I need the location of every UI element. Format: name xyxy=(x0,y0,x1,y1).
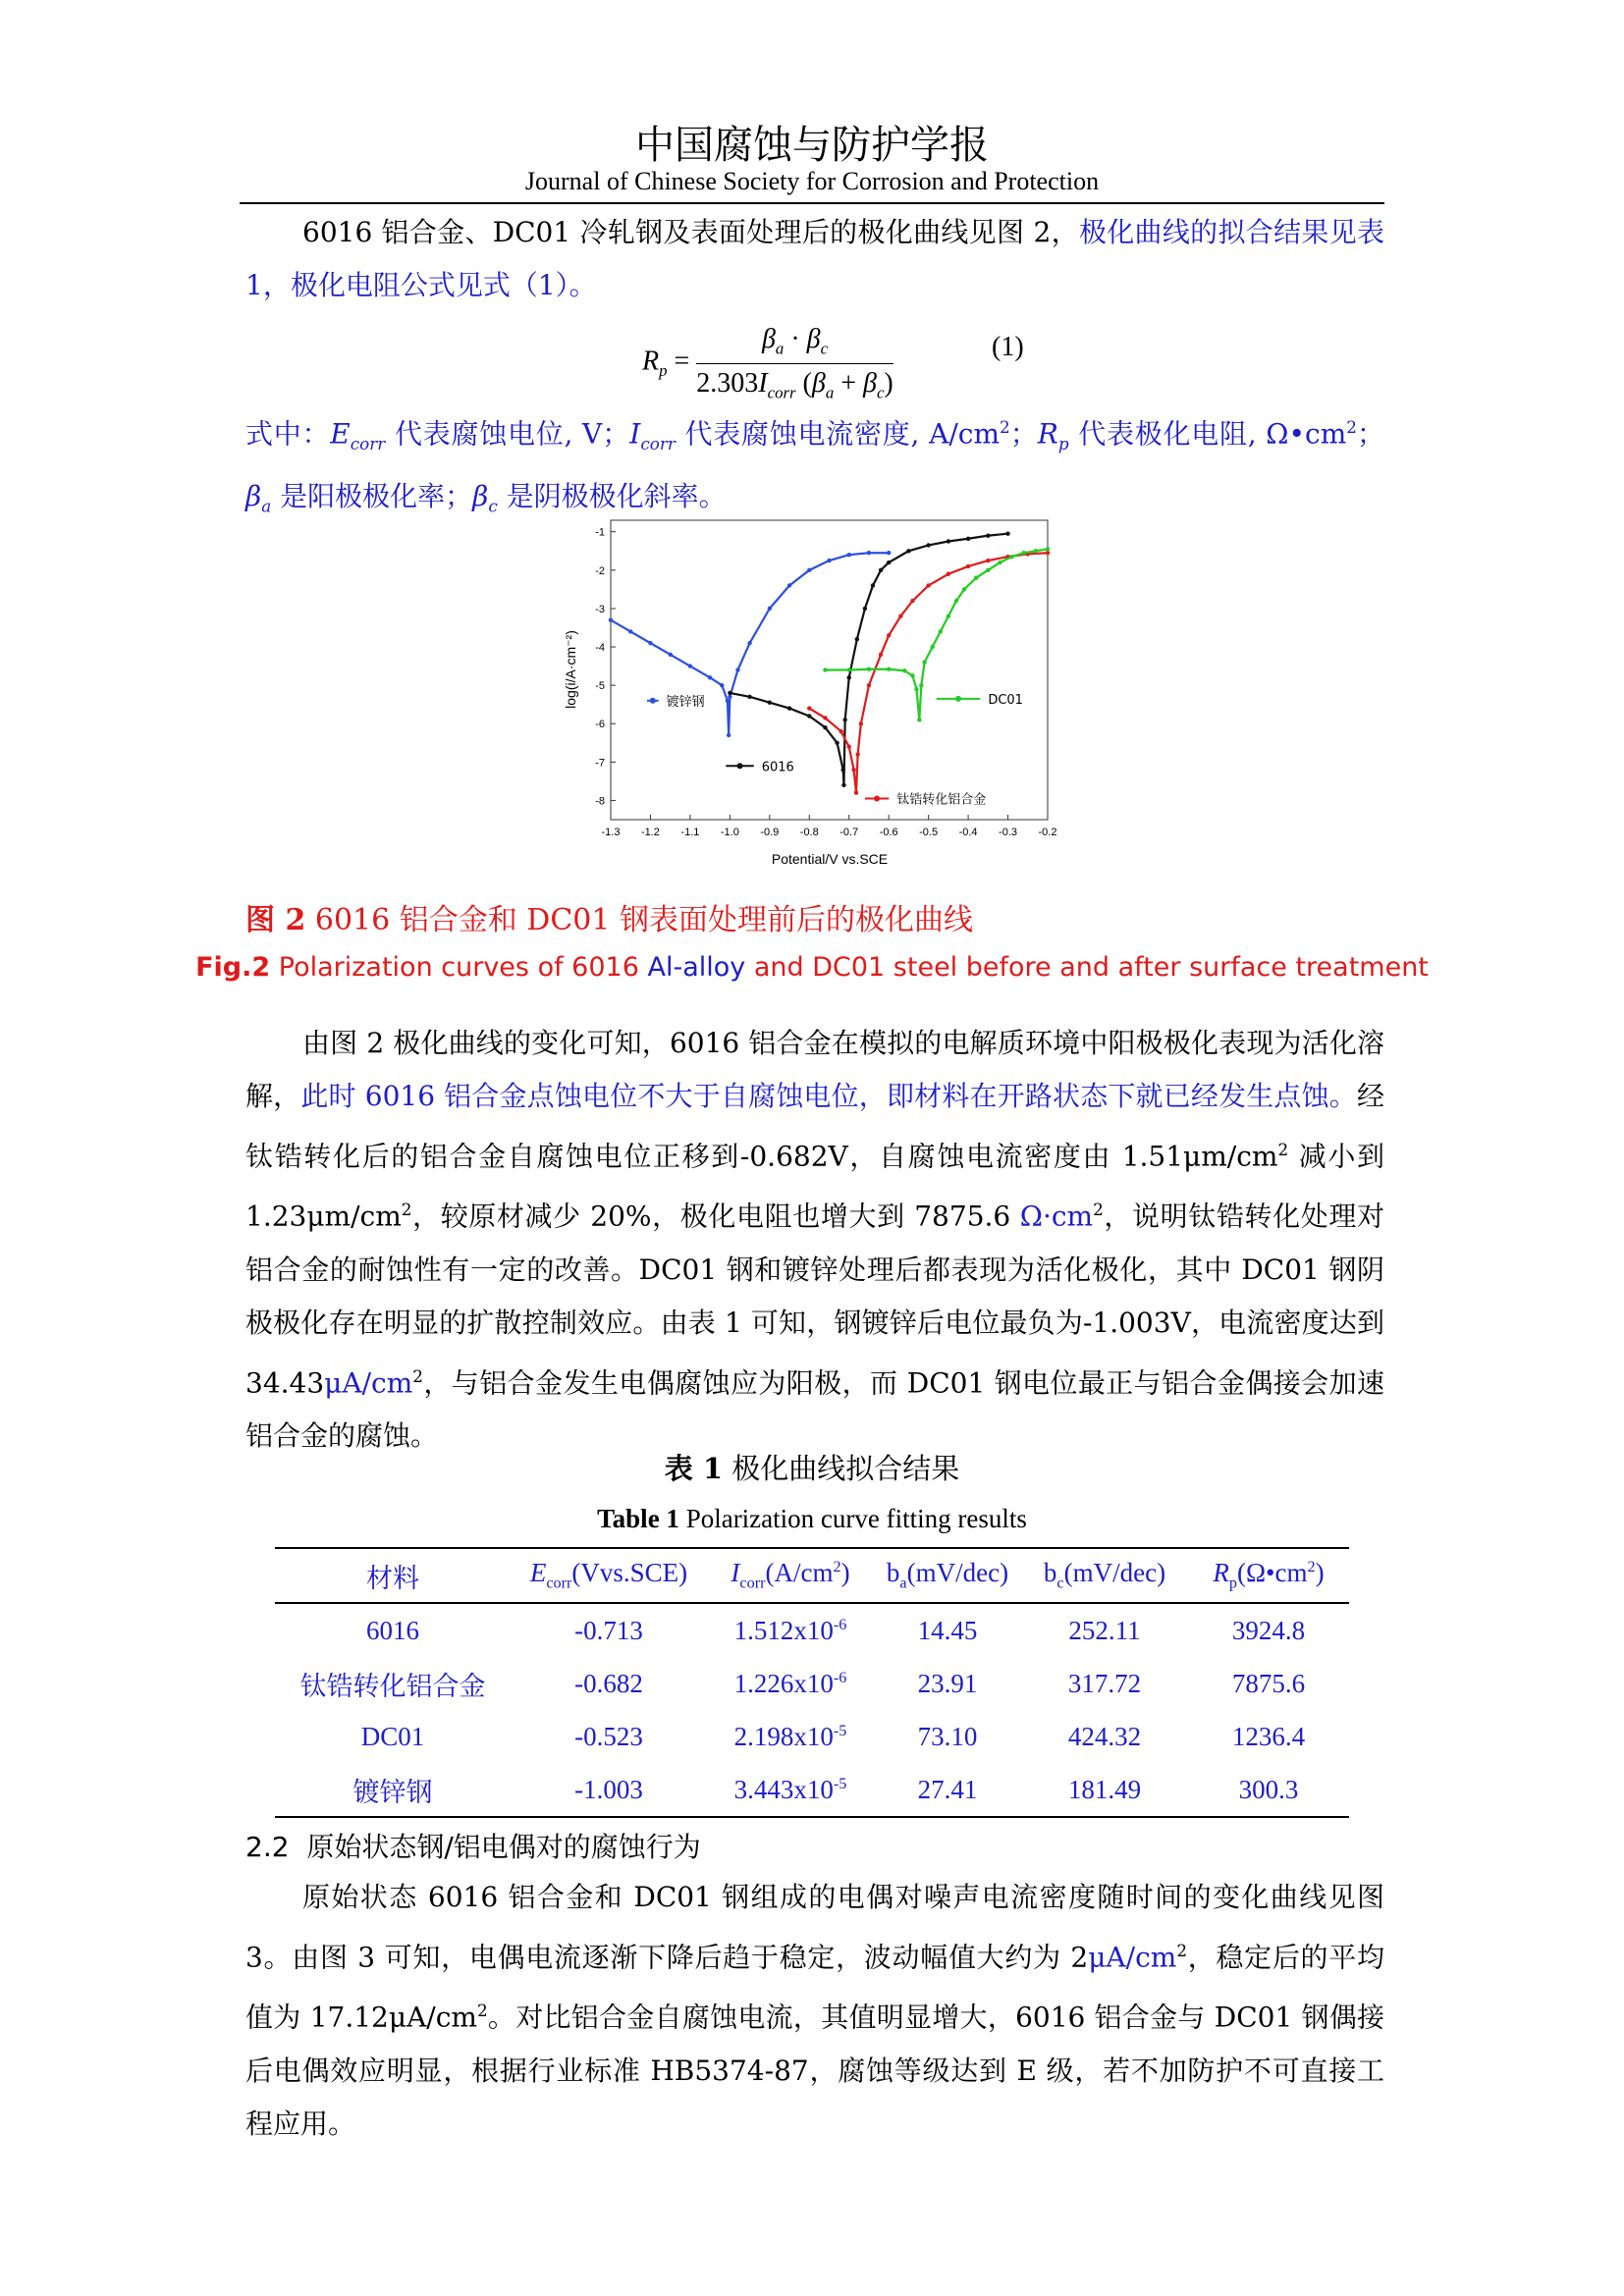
y-tick-label: -1 xyxy=(595,526,605,539)
def-rp: 代表极化电阻, Ω•cm xyxy=(1078,417,1347,451)
def-ecorr: 代表腐蚀电位, V； xyxy=(394,417,630,451)
data-point xyxy=(823,667,827,671)
data-point xyxy=(668,653,672,657)
data-point xyxy=(768,607,772,611)
equation-number: (1) xyxy=(992,332,1024,362)
data-point xyxy=(688,664,692,667)
x-tick-label: -1.2 xyxy=(640,827,660,838)
legend-marker xyxy=(650,698,656,704)
data-point xyxy=(835,741,839,745)
cell-ba: 14.45 xyxy=(917,1615,978,1645)
def-bc: 是阴极极化斜率。 xyxy=(506,479,727,512)
polarization-chart xyxy=(550,510,1080,874)
x-tick-label: -0.9 xyxy=(760,827,780,838)
data-point xyxy=(986,568,990,572)
data-point xyxy=(735,667,739,671)
definitions-paragraph: 式中：$E_{corr}$ 代表腐蚀电位, V；$I_{corr}$ 代表腐蚀电流密度, $A/cm^2$；$R_p$ 代表极化电阻, $\Omega•cm^2$；$\beta_a$ 是阳极极化率；$\beta_c$ 是阴极极化斜率。 xyxy=(245,417,1384,516)
data-point xyxy=(986,533,990,537)
data-point xyxy=(728,691,731,695)
col-ecorr: $E_{corr}(Vvs.SCE)$ xyxy=(529,1558,688,1592)
data-point xyxy=(854,790,858,794)
cell-ba: 27.41 xyxy=(917,1774,978,1804)
y-tick-label: -5 xyxy=(595,680,605,693)
legend-marker xyxy=(874,795,880,801)
para2-s6: ，说明钛锆转化处理对铝合金的耐蚀性有一定的改善。DC01 钢和镀锌处理后都表现为活化极化，其中 DC01 钢阴极极化存在明显的扩散控制效应。由表 1 可知，钢镀锌后电位最负为-1.003V，电流密度达到 34.43 xyxy=(245,1200,1384,1399)
data-point xyxy=(879,653,883,657)
section-heading xyxy=(245,1826,701,1865)
results-table-body xyxy=(275,1604,1349,1816)
cell-rp: 300.3 xyxy=(1238,1774,1299,1804)
para2-s6-unit: μA/cm xyxy=(324,1365,413,1399)
equation-lhs: R xyxy=(642,346,660,377)
cell-bc: 252.11 xyxy=(1068,1615,1141,1645)
x-tick-label: -1.0 xyxy=(720,827,739,838)
data-point xyxy=(823,725,827,729)
table-header-row xyxy=(275,1549,1349,1602)
col-bc: $b_c(mV/dec)$ xyxy=(1043,1558,1166,1592)
chart-ylabel: log(i/A·cm⁻²) xyxy=(563,630,578,709)
x-tick-label: -0.4 xyxy=(958,827,978,838)
equation-fraction: $\frac{\beta_a \cdot \beta_c}{2.303I_{corr} (\beta_a + \beta_c)}$ xyxy=(696,324,893,402)
data-point xyxy=(807,714,811,718)
eq-coef: 2.303 xyxy=(696,367,759,399)
data-point xyxy=(1046,547,1050,551)
data-point xyxy=(839,729,842,733)
table-text-cn: 极化曲线拟合结果 xyxy=(731,1452,960,1485)
legend-label: DC01 xyxy=(988,692,1023,708)
data-point xyxy=(947,539,950,543)
data-point xyxy=(887,551,891,555)
data-point xyxy=(728,695,731,699)
table-label-en: Table 1 xyxy=(597,1504,679,1533)
y-tick-label: -6 xyxy=(595,719,605,731)
x-tick-label: -0.8 xyxy=(799,827,819,838)
col-material: 材料 xyxy=(366,1563,419,1593)
data-point xyxy=(922,660,926,664)
table-row xyxy=(275,1710,1349,1763)
figure-label-cn: 图 2 xyxy=(245,903,306,937)
table-row xyxy=(275,1657,1349,1710)
cell-bc: 181.49 xyxy=(1067,1774,1142,1804)
table-row xyxy=(275,1604,1349,1657)
data-point xyxy=(914,687,918,691)
y-tick-label: -2 xyxy=(595,564,605,577)
cell-icorr: $3.443x10^{-5}$ xyxy=(733,1774,847,1804)
cell-ecorr: -1.003 xyxy=(574,1774,643,1804)
galvanic-paragraph: 原始状态 6016 铝合金和 DC01 钢组成的电偶对噪声电流密度随时间的变化曲线见图 3。由图 3 可知，电偶电流逐渐下降后趋于稳定，波动幅值大约为 $2\mu A/cm^2$，稳定后的平均值为 $17.12\mu A/cm^2$。对比铝合金自腐蚀电流，其值明显增大，6016 铝合金与 DC01 钢偶接后电偶效应明显，根据行业标准 HB5374-87，腐蚀等级达到 E 级，若不加防护不可直接工程应用。 xyxy=(245,1881,1384,2140)
data-point xyxy=(648,641,652,645)
data-point xyxy=(628,629,632,633)
intro-paragraph xyxy=(245,206,1384,312)
figure-caption-cn xyxy=(245,895,973,938)
data-point xyxy=(1046,551,1050,555)
section-number: 2.2 xyxy=(245,1831,290,1863)
cell-ecorr: -0.713 xyxy=(574,1615,643,1645)
header-rule xyxy=(240,202,1384,204)
cell-ba: 73.10 xyxy=(917,1721,978,1751)
cell-rp: 1236.4 xyxy=(1231,1721,1306,1751)
data-point xyxy=(998,561,1001,564)
data-point xyxy=(726,699,730,703)
cell-ba: 23.91 xyxy=(917,1668,978,1698)
cell-bc: 424.32 xyxy=(1067,1721,1142,1751)
data-point xyxy=(855,752,859,756)
data-point xyxy=(974,575,978,579)
data-point xyxy=(879,568,883,572)
data-point xyxy=(966,537,970,541)
cell-material: DC01 xyxy=(360,1721,425,1751)
y-tick-label: -4 xyxy=(595,642,605,655)
table-label-cn: 表 1 xyxy=(664,1452,724,1485)
legend-label: 钛锆转化铝合金 xyxy=(896,792,987,808)
para2-s4: 减小到 1.23μm/cm xyxy=(245,1140,1384,1233)
data-point xyxy=(962,587,966,591)
data-point xyxy=(887,633,891,637)
figure-text-en-1: Polarization curves of 6016 xyxy=(278,952,639,983)
cell-ecorr: -0.682 xyxy=(574,1668,643,1698)
legend-marker xyxy=(737,763,743,769)
data-point xyxy=(847,553,851,557)
data-point xyxy=(823,716,827,720)
cell-icorr: $2.198x10^{-5}$ xyxy=(733,1721,847,1751)
def-icorr: 代表腐蚀电流密度, A/cm xyxy=(684,417,1001,451)
x-tick-label: -0.5 xyxy=(919,827,939,838)
cell-icorr: $1.512x10^{-6}$ xyxy=(733,1615,847,1645)
fitting-results-table xyxy=(275,1547,1349,1818)
data-point xyxy=(947,572,950,576)
figure-label-en: Fig.2 xyxy=(195,952,271,983)
data-point xyxy=(954,599,958,603)
cell-ecorr: -0.523 xyxy=(574,1721,643,1751)
data-point xyxy=(867,667,871,671)
data-point xyxy=(930,645,934,649)
data-point xyxy=(867,551,871,555)
intro-text: 6016 铝合金、DC01 冷轧钢及表面处理后的极化曲线见图 2， xyxy=(302,216,1079,248)
table-text-en: Polarization curve fitting results xyxy=(685,1504,1027,1533)
data-point xyxy=(747,641,751,645)
data-point xyxy=(851,768,855,772)
data-point xyxy=(887,561,891,564)
data-point xyxy=(859,721,863,725)
para3-s1-unit: μA/cm xyxy=(1088,1941,1177,1974)
intro-text-highlight: 极化曲线的拟合结果见表 1，极化电阻公式见式（1）。 xyxy=(245,216,1384,301)
table-row xyxy=(275,1763,1349,1816)
discussion-paragraph: 由图 2 极化曲线的变化可知，6016 铝合金在模拟的电解质环境中阳极极化表现为活化溶解，此时 6016 铝合金点蚀电位不大于自腐蚀电位，即材料在开路状态下就已经发生点蚀。经钛锆转化后的铝合金自腐蚀电位正移到-0.682V，自腐蚀电流密度由 $1.51\mu m/cm^2$ 减小到 $1.23\mu m/cm^2$，较原材减少 20%，极化电阻也增大到 7875.6 $\Omega\cdot cm^2$，说明钛锆转化处理对铝合金的耐蚀性有一定的改善。DC01 钢和镀锌处理后都表现为活化极化，其中 DC01 钢阴极极化存在明显的扩散控制效应。由表 1 可知，钢镀锌后电位最负为-1.003V，电流密度达到 $34.43\mu A/cm^2$，与铝合金发生电偶腐蚀应为阳极，而 DC01 钢电位最正与铝合金偶接会加速铝合金的腐蚀。 xyxy=(245,1027,1384,1452)
figure-text-cn: 6016 铝合金和 DC01 钢表面处理前后的极化曲线 xyxy=(314,903,974,937)
data-point xyxy=(910,673,914,677)
data-point xyxy=(898,614,902,618)
cell-rp: 7875.6 xyxy=(1231,1668,1306,1698)
data-point xyxy=(847,745,851,749)
para2-s5: ，较原材减少 20%，极化电阻也增大到 7875.6 xyxy=(411,1200,1020,1233)
para2-s3: 经钛锆转化后的铝合金自腐蚀电位正移到-0.682V，自腐蚀电流密度由 1.51μm/cm xyxy=(245,1080,1384,1173)
def-ba: 是阳极极化率； xyxy=(280,479,473,512)
data-point xyxy=(720,683,724,687)
col-icorr: $I_{corr}(A/cm^2)$ xyxy=(731,1558,850,1592)
y-tick-label: -7 xyxy=(595,757,605,770)
data-point xyxy=(919,683,923,687)
data-point xyxy=(867,683,871,687)
data-point xyxy=(747,695,751,699)
table-title-en xyxy=(0,1504,1624,1534)
data-point xyxy=(827,559,831,562)
x-tick-label: -0.6 xyxy=(879,827,898,838)
data-point xyxy=(986,559,990,562)
cell-bc: 317.72 xyxy=(1067,1668,1142,1698)
data-point xyxy=(855,637,859,641)
x-tick-label: -0.2 xyxy=(1038,827,1057,838)
eq-beta-a: β xyxy=(761,324,776,354)
data-point xyxy=(906,549,910,553)
data-point xyxy=(847,675,851,679)
data-point xyxy=(1022,551,1026,555)
para2-s5-unit: Ω·cm xyxy=(1019,1200,1094,1233)
data-point xyxy=(947,614,950,618)
data-point xyxy=(939,629,943,633)
results-table xyxy=(275,1549,1349,1602)
data-point xyxy=(840,768,844,772)
table-title-cn xyxy=(0,1447,1624,1487)
data-point xyxy=(1005,531,1009,535)
data-point xyxy=(910,599,914,603)
legend-marker xyxy=(955,696,961,702)
chart-xlabel: Potential/V vs.SCE xyxy=(771,851,889,867)
figure-text-en-2: Al-alloy xyxy=(647,952,746,983)
x-tick-label: -0.3 xyxy=(999,827,1018,838)
data-point xyxy=(727,733,731,737)
journal-title-cn: 中国腐蚀与防护学报 xyxy=(635,123,989,168)
cell-icorr: $1.226x10^{-6}$ xyxy=(733,1668,847,1698)
cell-rp: 3924.8 xyxy=(1231,1615,1306,1645)
data-point xyxy=(917,718,921,721)
data-point xyxy=(926,543,930,547)
x-tick-label: -0.7 xyxy=(839,827,859,838)
equation-lhs-sub: p xyxy=(659,361,668,381)
journal-title-en: Journal of Chinese Society for Corrosion and Protection xyxy=(524,167,1100,195)
data-point xyxy=(787,706,791,710)
cell-material: 镀锌钢 xyxy=(352,1777,433,1807)
figure-text-en-3: and DC01 steel before and after surface treatment xyxy=(753,952,1429,983)
data-point xyxy=(926,583,930,587)
definitions-prefix: 式中： xyxy=(245,417,331,451)
data-point xyxy=(887,667,891,671)
data-point xyxy=(807,568,811,572)
para3-s3: 。对比铝合金自腐蚀电流，其值明显增大，6016 铝合金与 DC01 钢偶接后电偶效应明显，根据行业标准 HB5374-87，腐蚀等级达到 E 级，若不加防护不可直接工程应用。 xyxy=(245,2001,1384,2140)
data-point xyxy=(1009,555,1013,559)
data-point xyxy=(787,583,791,587)
data-point xyxy=(609,617,613,621)
para2-s1: 由图 2 极化曲线的变化可知，6016 铝合金在模拟的电解质环境中阳极极化表现为活化溶解， xyxy=(245,1027,1384,1112)
data-point xyxy=(902,668,906,672)
cell-material: 6016 xyxy=(366,1615,419,1645)
data-point xyxy=(768,701,772,705)
cell-material: 钛锆转化铝合金 xyxy=(299,1671,486,1701)
para3-s1: 原始状态 6016 铝合金和 DC01 钢组成的电偶对噪声电流密度随时间的变化曲线见图 3。由图 3 可知，电偶电流逐渐下降后趋于稳定，波动幅值大约为 2 xyxy=(245,1881,1384,1974)
y-tick-label: -3 xyxy=(595,603,605,615)
x-tick-label: -1.3 xyxy=(601,827,621,838)
data-point xyxy=(863,607,867,611)
figure-caption-en xyxy=(0,952,1624,983)
data-point xyxy=(847,667,851,671)
equation-1: $R_p$ = $\frac{\beta_a \cdot \beta_c}{2.303I_{corr} (\beta_a + \beta_c)}$ xyxy=(642,324,893,402)
y-tick-label: -8 xyxy=(595,795,605,808)
data-point xyxy=(1034,549,1038,553)
data-point xyxy=(807,706,811,710)
data-point xyxy=(966,564,970,568)
data-point xyxy=(708,675,712,679)
para2-s2: 此时 6016 铝合金点蚀电位不大于自腐蚀电位，即材料在开路状态下就已经发生点蚀。 xyxy=(300,1080,1357,1112)
data-point xyxy=(842,718,846,721)
para2-s7: ，与铝合金发生电偶腐蚀应为阳极，而 DC01 钢电位最正与铝合金偶接会加速铝合金的腐蚀。 xyxy=(245,1365,1384,1452)
legend-label: 6016 xyxy=(761,760,794,775)
col-rp: $R_p(\Omega•cm^2)$ xyxy=(1213,1558,1325,1592)
data-point xyxy=(871,583,875,587)
data-point xyxy=(841,783,845,787)
para3-s2: ，稳定后的平均值为 17.12μA/cm xyxy=(245,1941,1384,2034)
x-tick-label: -1.1 xyxy=(680,827,700,838)
col-ba: $b_a(mV/dec)$ xyxy=(886,1558,1009,1592)
section-title: 原始状态钢/铝电偶对的腐蚀行为 xyxy=(306,1831,701,1863)
legend-label: 镀锌钢 xyxy=(666,694,705,710)
